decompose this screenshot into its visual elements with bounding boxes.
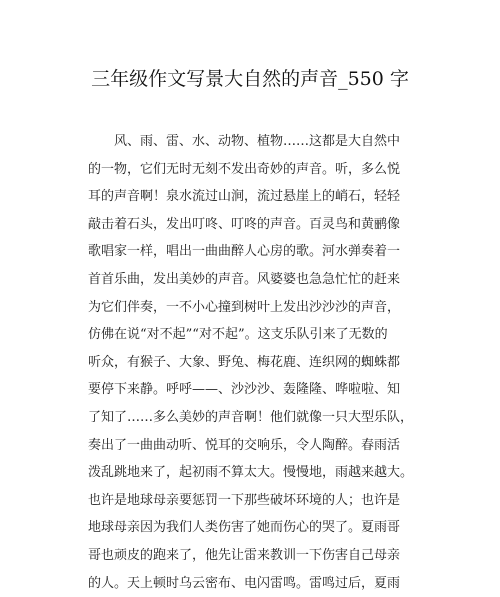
text-line: 敲击着石头，发出叮咚、叮咚的声音。百灵鸟和黄鹂像 [88, 211, 418, 239]
text-line: 也许是地球母亲要惩罚一下那些破坏环境的人；也许是 [88, 487, 418, 515]
text-line: 的人。天上顿时乌云密布、电闪雷鸣。雷鸣过后，夏雨 [88, 570, 418, 597]
text-line: 哥也顽皮的跑来了，他先让雷来教训一下伤害自己母亲 [88, 542, 418, 570]
text-line: 要停下来静。呼呼——、沙沙沙、轰隆隆、哗啦啦、知 [88, 376, 418, 404]
text-line: 的一物，它们无时无刻不发出奇妙的声音。听，多么悦 [88, 156, 418, 184]
text-line: 首首乐曲，发出美妙的声音。风婆婆也急急忙忙的赶来 [88, 266, 418, 294]
text-line: 为它们伴奏，一不小心撞到树叶上发出沙沙沙的声音， [88, 294, 418, 322]
text-line: 了知了……多么美妙的声音啊！他们就像一只大型乐队， [88, 404, 418, 432]
text-line: 歌唱家一样，唱出一曲曲醉人心房的歌。河水弹奏着一 [88, 238, 418, 266]
text-line: 听众，有猴子、大象、野兔、梅花鹿、连织网的蜘蛛都 [88, 349, 418, 377]
text-line: 耳的声音啊！泉水流过山涧，流过悬崖上的峭石，轻轻 [88, 183, 418, 211]
text-line: 奏出了一曲曲动听、悦耳的交响乐，令人陶醉。春雨活 [88, 432, 418, 460]
essay-body [88, 128, 418, 597]
text-line: 地球母亲因为我们人类伤害了她而伤心的哭了。夏雨哥 [88, 514, 418, 542]
text-line: 仿佛在说“对不起”“对不起”。这支乐队引来了无数的 [88, 321, 418, 349]
text-line: 泼乱跳地来了，起初雨不算太大。慢慢地，雨越来越大。 [88, 459, 418, 487]
page-title: 三年级作文写景大自然的声音_550 字 [0, 66, 500, 92]
text-line: 风、雨、雷、水、动物、植物……这都是大自然中 [88, 128, 418, 156]
